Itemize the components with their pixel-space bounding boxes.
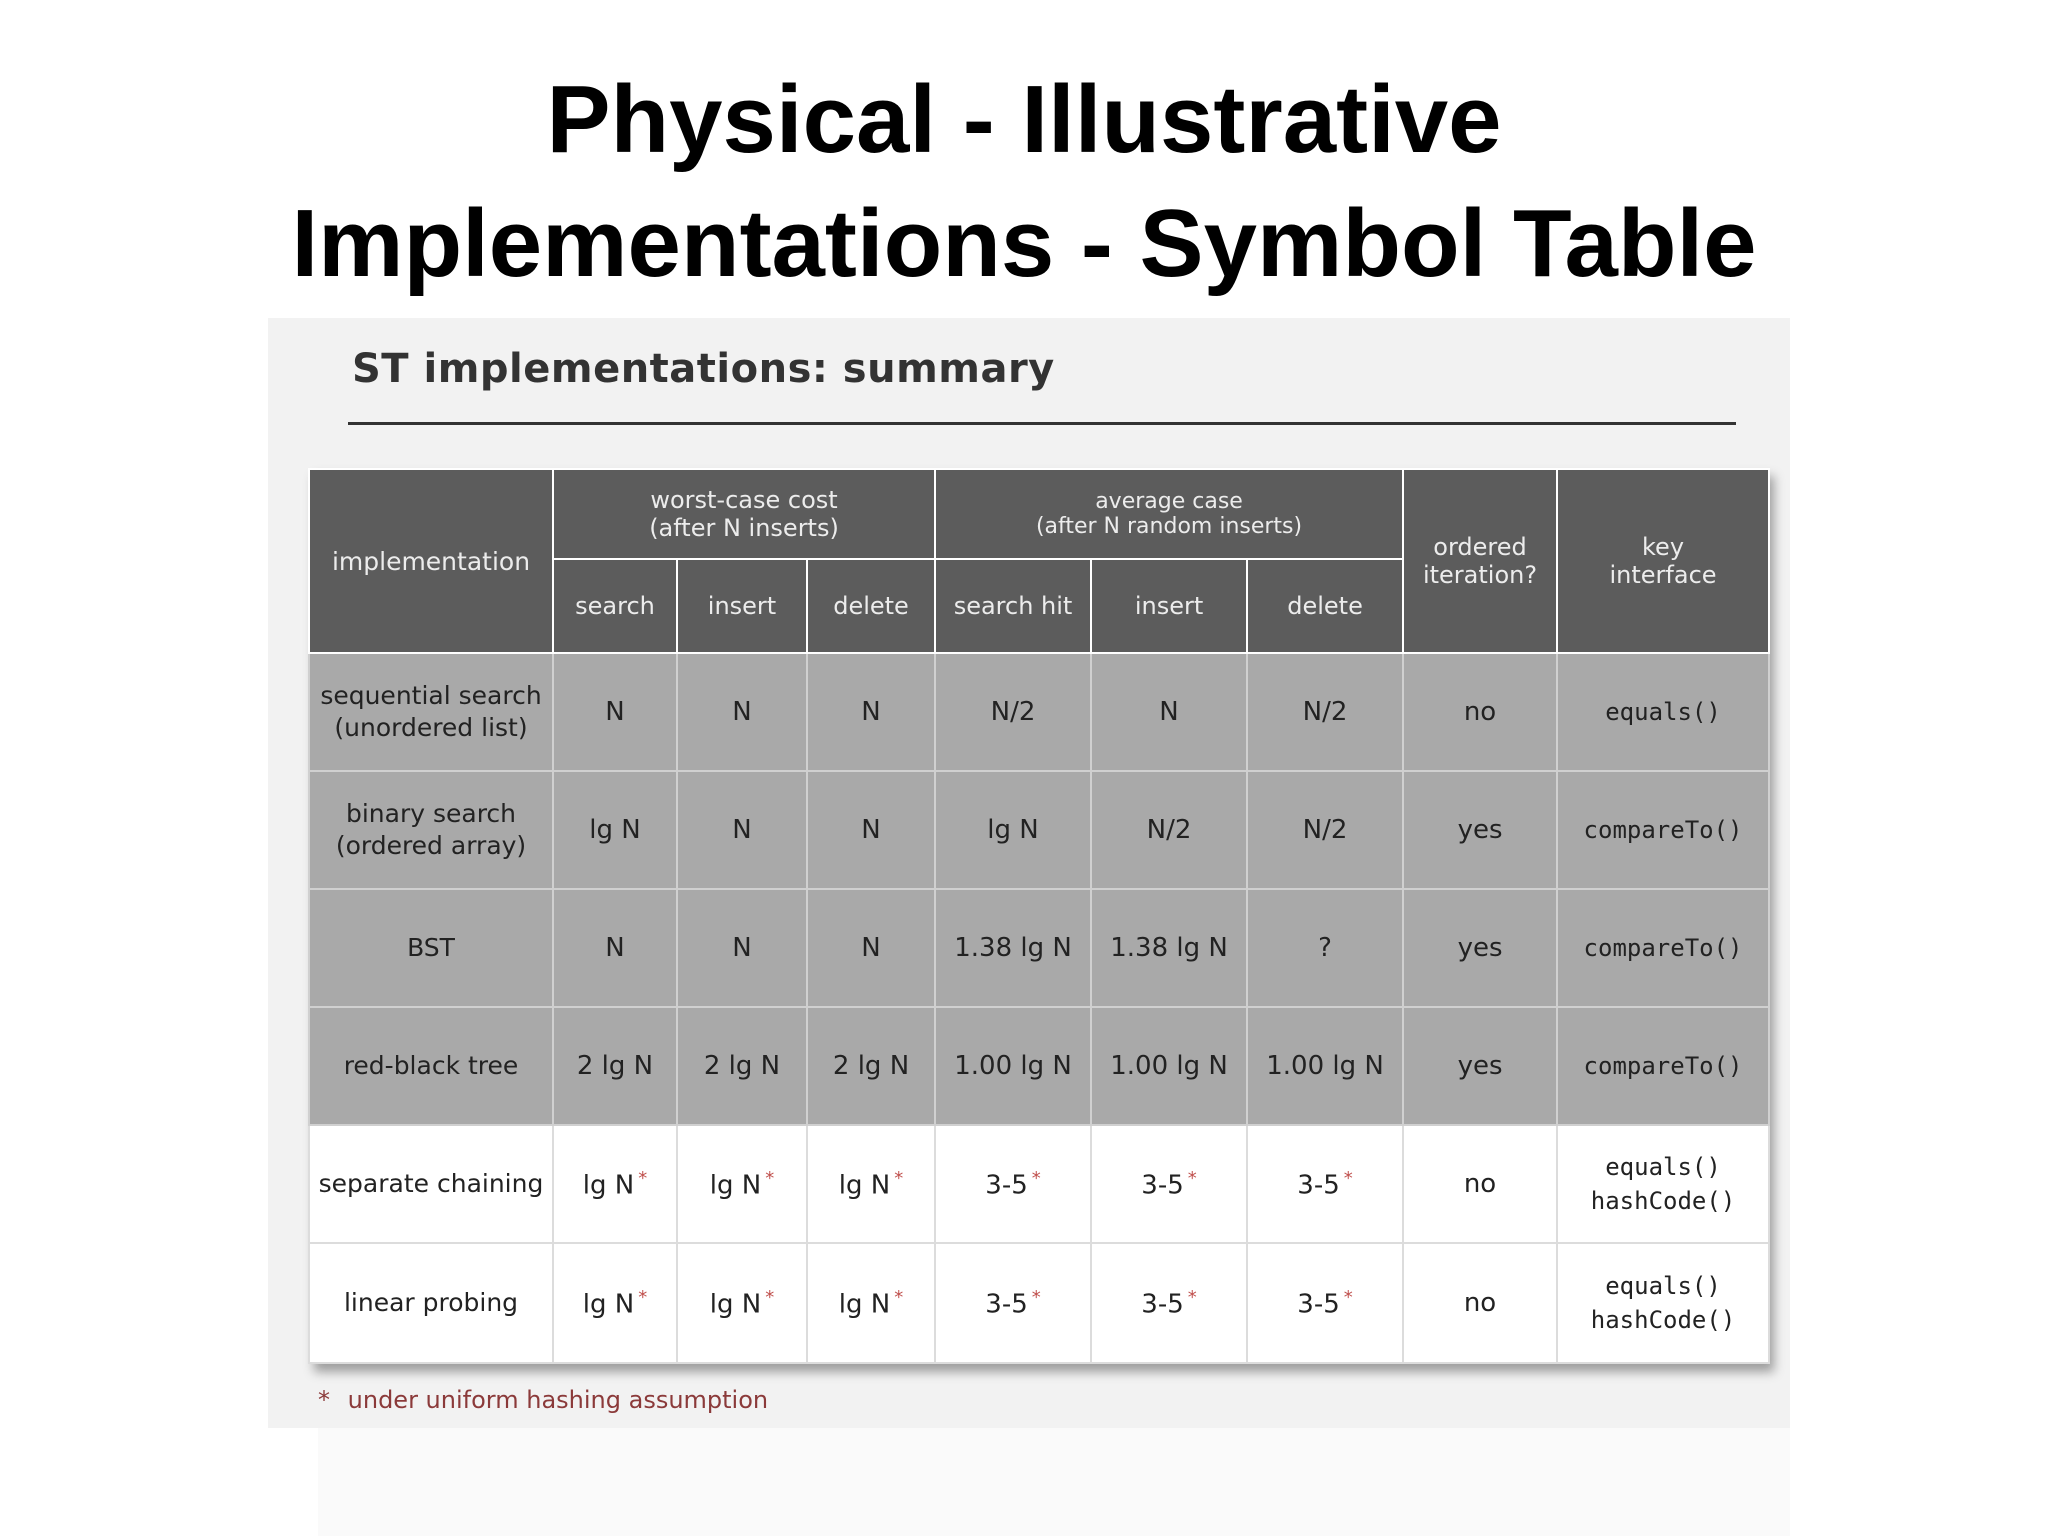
hashing-assumption-marker: * — [1187, 1167, 1197, 1189]
cell-wc-delete — [807, 1125, 935, 1243]
header-average-case-line-1: average case — [1095, 489, 1243, 514]
cell-value: lg N — [709, 1289, 762, 1320]
cell-ordered-iteration: yes — [1403, 1007, 1557, 1125]
summary-table-wrapper — [308, 468, 1768, 1364]
table-row — [309, 653, 1769, 771]
hashing-assumption-marker: * — [765, 1167, 775, 1189]
cell-avg-search — [935, 771, 1091, 889]
summary-figure — [268, 318, 1790, 1428]
cell-avg-search — [935, 653, 1091, 771]
key-method: compareTo() — [1583, 934, 1743, 962]
table-row — [309, 1007, 1769, 1125]
cell-ordered-iteration: yes — [1403, 889, 1557, 1007]
cell-ordered-iteration: no — [1403, 653, 1557, 771]
cell-wc-delete — [807, 889, 935, 1007]
cell-wc-delete — [807, 653, 935, 771]
cell-value: 1.00 lg N — [1266, 1051, 1384, 1081]
cell-value: 2 lg N — [576, 1051, 654, 1081]
slide-title-line-1: Physical - Illustrative — [546, 66, 1502, 173]
cell-value: lg N — [582, 1170, 635, 1201]
cell-avg-delete — [1247, 771, 1403, 889]
cell-avg-delete — [1247, 1007, 1403, 1125]
implementation-line: separate chaining — [318, 1169, 544, 1198]
cell-wc-search — [553, 653, 677, 771]
table-row — [309, 889, 1769, 1007]
cell-wc-insert — [677, 1243, 807, 1363]
cell-avg-insert — [1091, 1007, 1247, 1125]
cell-value: N — [1159, 697, 1179, 727]
cell-wc-delete — [807, 771, 935, 889]
bottom-fade — [318, 1428, 1790, 1536]
hashing-assumption-marker: * — [894, 1167, 904, 1189]
table-row — [309, 1125, 1769, 1243]
hashing-assumption-marker: * — [638, 1167, 648, 1189]
footnote-text: under uniform hashing assumption — [347, 1386, 769, 1414]
cell-wc-search — [553, 771, 677, 889]
cell-implementation — [309, 1125, 553, 1243]
hashing-assumption-marker: * — [1031, 1167, 1041, 1189]
key-method: hashCode() — [1590, 1187, 1736, 1215]
cell-value: N/2 — [1302, 697, 1348, 727]
cell-avg-search — [935, 1243, 1091, 1363]
cell-value: 3-5 — [1141, 1170, 1184, 1201]
header-ordered-iteration — [1403, 469, 1557, 653]
cell-value: lg N — [838, 1170, 891, 1201]
cell-value: 2 lg N — [703, 1051, 781, 1081]
header-average-case — [935, 469, 1403, 559]
cell-value: 3-5 — [985, 1289, 1028, 1320]
cell-wc-search — [553, 1007, 677, 1125]
implementation-line: binary search — [345, 799, 517, 828]
cell-key-interface — [1557, 771, 1769, 889]
header-wc-search: search — [553, 559, 677, 653]
key-method: equals() — [1605, 1272, 1721, 1300]
footnote-marker: * — [318, 1386, 330, 1414]
cell-wc-insert — [677, 771, 807, 889]
cell-key-interface — [1557, 1007, 1769, 1125]
hashing-assumption-marker: * — [1031, 1286, 1041, 1308]
cell-implementation — [309, 771, 553, 889]
cell-value: N/2 — [1146, 815, 1192, 845]
cell-ordered-iteration: no — [1403, 1243, 1557, 1363]
cell-avg-insert — [1091, 771, 1247, 889]
key-method: hashCode() — [1590, 1306, 1736, 1334]
cell-value: lg N — [589, 815, 641, 845]
cell-avg-search — [935, 889, 1091, 1007]
cell-value: 3-5 — [1141, 1289, 1184, 1320]
implementation-line: (ordered array) — [335, 831, 527, 860]
key-method: equals() — [1605, 1153, 1721, 1181]
cell-implementation — [309, 889, 553, 1007]
key-method: compareTo() — [1583, 816, 1743, 844]
cell-avg-insert — [1091, 889, 1247, 1007]
header-ordered-line-2: iteration? — [1422, 561, 1538, 589]
implementation-line: (unordered list) — [334, 713, 528, 742]
cell-wc-search — [553, 889, 677, 1007]
implementation-line: sequential search — [320, 681, 542, 710]
cell-key-interface — [1557, 1243, 1769, 1363]
cell-wc-delete — [807, 1007, 935, 1125]
hashing-assumption-marker: * — [765, 1286, 775, 1308]
figure-divider — [348, 422, 1736, 425]
hashing-assumption-marker: * — [1343, 1286, 1353, 1308]
cell-implementation — [309, 1243, 553, 1363]
header-key-interface — [1557, 469, 1769, 653]
cell-value: 3-5 — [985, 1170, 1028, 1201]
cell-avg-delete — [1247, 1125, 1403, 1243]
cell-wc-search — [553, 1243, 677, 1363]
cell-value: 3-5 — [1297, 1289, 1340, 1320]
header-worst-case — [553, 469, 935, 559]
implementation-line: BST — [407, 933, 455, 962]
summary-table — [308, 468, 1770, 1364]
cell-wc-insert — [677, 1007, 807, 1125]
table-row — [309, 1243, 1769, 1363]
cell-value: 2 lg N — [832, 1051, 910, 1081]
cell-value: N — [861, 933, 881, 963]
header-ordered-line-1: ordered — [1433, 533, 1527, 561]
cell-key-interface — [1557, 1125, 1769, 1243]
hashing-assumption-marker: * — [638, 1286, 648, 1308]
cell-value: N — [732, 933, 752, 963]
cell-key-interface — [1557, 889, 1769, 1007]
cell-avg-insert — [1091, 1125, 1247, 1243]
header-average-case-line-2: (after N random inserts) — [1035, 514, 1303, 539]
hashing-assumption-marker: * — [1187, 1286, 1197, 1308]
cell-avg-insert — [1091, 1243, 1247, 1363]
cell-avg-insert — [1091, 653, 1247, 771]
cell-value: lg N — [987, 815, 1039, 845]
header-wc-delete: delete — [807, 559, 935, 653]
cell-value: 1.00 lg N — [1110, 1051, 1228, 1081]
cell-value: N — [605, 697, 625, 727]
cell-key-interface — [1557, 653, 1769, 771]
cell-value: 3-5 — [1297, 1170, 1340, 1201]
key-method: compareTo() — [1583, 1052, 1743, 1080]
table-body — [309, 653, 1769, 1363]
cell-wc-delete — [807, 1243, 935, 1363]
cell-value: N — [732, 697, 752, 727]
implementation-line: red-black tree — [343, 1051, 519, 1080]
slide-title — [0, 58, 2048, 306]
cell-avg-search — [935, 1125, 1091, 1243]
cell-value: 1.00 lg N — [954, 1051, 1072, 1081]
cell-avg-delete — [1247, 889, 1403, 1007]
cell-value: N/2 — [1302, 815, 1348, 845]
cell-avg-search — [935, 1007, 1091, 1125]
header-worst-case-line-1: worst-case cost — [650, 486, 838, 514]
slide-title-line-2: Implementations - Symbol Table — [291, 190, 1757, 297]
cell-value: ? — [1318, 933, 1332, 963]
header-avg-delete: delete — [1247, 559, 1403, 653]
cell-value: 1.38 lg N — [1110, 933, 1228, 963]
header-key-line-2: interface — [1609, 561, 1717, 589]
header-implementation: implementation — [309, 469, 553, 653]
key-method: equals() — [1605, 698, 1721, 726]
cell-wc-insert — [677, 889, 807, 1007]
table-row — [309, 771, 1769, 889]
cell-wc-insert — [677, 653, 807, 771]
implementation-line: linear probing — [343, 1288, 519, 1317]
cell-value: N — [732, 815, 752, 845]
cell-ordered-iteration: yes — [1403, 771, 1557, 889]
cell-value: lg N — [838, 1289, 891, 1320]
cell-wc-insert — [677, 1125, 807, 1243]
cell-implementation — [309, 653, 553, 771]
header-avg-search-hit: search hit — [935, 559, 1091, 653]
cell-value: lg N — [709, 1170, 762, 1201]
cell-implementation — [309, 1007, 553, 1125]
cell-value: N — [605, 933, 625, 963]
hashing-assumption-marker: * — [1343, 1167, 1353, 1189]
header-avg-insert: insert — [1091, 559, 1247, 653]
header-wc-insert: insert — [677, 559, 807, 653]
cell-value: N — [861, 697, 881, 727]
cell-wc-search — [553, 1125, 677, 1243]
cell-avg-delete — [1247, 1243, 1403, 1363]
cell-value: 1.38 lg N — [954, 933, 1072, 963]
cell-avg-delete — [1247, 653, 1403, 771]
figure-title: ST implementations: summary — [352, 346, 1055, 392]
hashing-assumption-marker: * — [894, 1286, 904, 1308]
footnote — [318, 1386, 768, 1414]
cell-value: lg N — [582, 1289, 635, 1320]
cell-value: N/2 — [990, 697, 1036, 727]
header-worst-case-line-2: (after N inserts) — [649, 514, 839, 542]
header-key-line-1: key — [1642, 533, 1685, 561]
cell-value: N — [861, 815, 881, 845]
cell-ordered-iteration: no — [1403, 1125, 1557, 1243]
